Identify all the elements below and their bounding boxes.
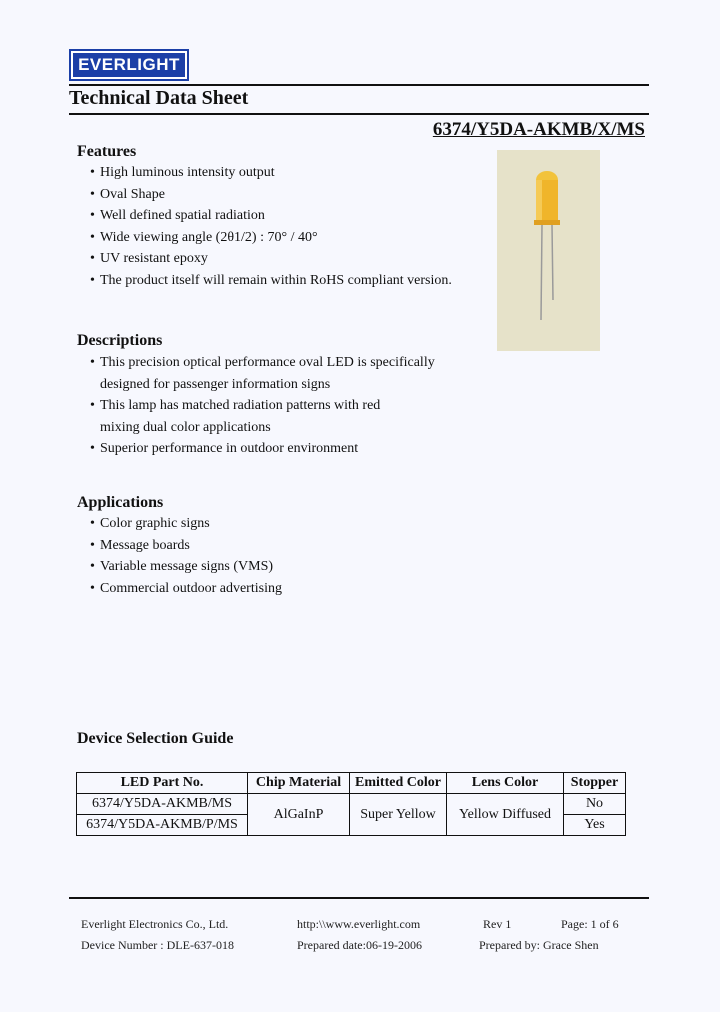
footer-page: Page: 1 of 6 <box>561 917 619 931</box>
list-item: • This lamp has matched radiation patterns with red <box>90 398 381 413</box>
list-item: • Superior performance in outdoor environment <box>90 441 359 456</box>
header-rule <box>69 84 649 86</box>
column-header: Stopper <box>564 773 626 794</box>
list-item-continuation: mixing dual color applications <box>100 419 271 435</box>
list-item: • Well defined spatial radiation <box>90 208 265 223</box>
title-rule <box>69 113 649 115</box>
part-cell: 6374/Y5DA-AKMB/MS <box>77 794 248 815</box>
list-item: • Commercial outdoor advertising <box>90 580 282 596</box>
applications-heading: Applications <box>77 494 164 511</box>
stopper-cell: Yes <box>564 815 626 836</box>
list-item: • Oval Shape <box>90 186 165 202</box>
descriptions-heading: Descriptions <box>77 332 163 349</box>
lens-cell: Yellow Diffused <box>447 794 564 836</box>
led-illustration <box>497 150 600 351</box>
list-item: • This precision optical performance oval LED is specifically <box>90 355 435 370</box>
chip-cell: AlGaInP <box>248 794 350 836</box>
features-heading: Features <box>77 143 137 160</box>
descriptions-list <box>90 352 435 460</box>
led-photo <box>497 150 600 351</box>
list-item: • High luminous intensity output <box>90 165 275 180</box>
part-cell: 6374/Y5DA-AKMB/P/MS <box>77 815 248 836</box>
selection-guide-table <box>76 772 626 836</box>
table-header-row <box>77 773 626 794</box>
list-item: • Wide viewing angle (2θ1/2) : 70° / 40° <box>90 229 318 245</box>
footer-prepared-by: Prepared by: Grace Shen <box>479 938 599 952</box>
stopper-cell: No <box>564 794 626 815</box>
column-header: LED Part No. <box>77 773 248 794</box>
column-header: Emitted Color <box>350 773 447 794</box>
footer-prepared-date: Prepared date:06-19-2006 <box>297 938 422 952</box>
list-item: • The product itself will remain within RoHS compliant version. <box>90 272 452 288</box>
list-item: • Color graphic signs <box>90 516 210 531</box>
list-item-continuation: designed for passenger information signs <box>100 376 331 392</box>
emitted-cell: Super Yellow <box>350 794 447 836</box>
column-header: Lens Color <box>447 773 564 794</box>
everlight-logo <box>69 49 189 81</box>
footer-rule <box>69 897 649 899</box>
footer-company: Everlight Electronics Co., Ltd. <box>81 917 229 931</box>
table-row <box>77 794 626 815</box>
footer-url[interactable]: http:\\www.everlight.com <box>297 917 421 931</box>
logo-text: EVERLIGHT <box>73 53 185 77</box>
features-list <box>90 162 452 291</box>
column-header: Chip Material <box>248 773 350 794</box>
part-number: 6374/Y5DA-AKMB/X/MS <box>432 119 645 140</box>
footer-device-number: Device Number : DLE-637-018 <box>81 938 234 952</box>
list-item: • UV resistant epoxy <box>90 251 208 266</box>
list-item: • Variable message signs (VMS) <box>90 559 274 574</box>
page-title: Technical Data Sheet <box>69 87 249 109</box>
applications-list <box>90 513 282 599</box>
list-item: • Message boards <box>90 537 190 553</box>
selection-guide-heading: Device Selection Guide <box>77 730 234 747</box>
footer-rev: Rev 1 <box>483 917 512 931</box>
